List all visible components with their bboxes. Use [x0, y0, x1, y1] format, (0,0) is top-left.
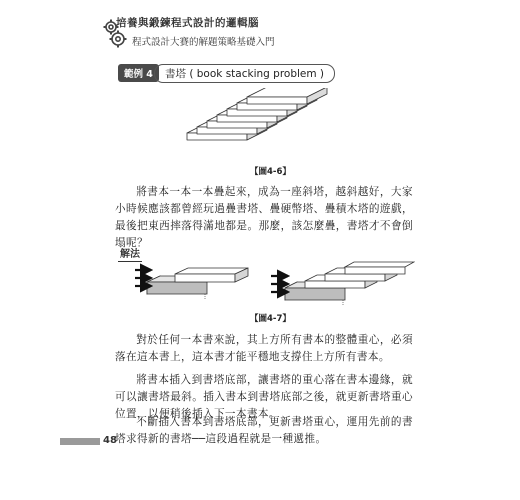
figure-caption: 【圖4-7】	[250, 314, 291, 324]
figure-caption: 【圖4-6】	[250, 167, 291, 177]
page-number: 48	[103, 435, 117, 446]
example-title: 書塔 ( book stacking problem )	[154, 64, 335, 83]
right-diagram	[271, 262, 414, 305]
solution-text: 不斷插入書本到書塔底部，更新書塔重心，運用先前的書塔求得新的書塔──這段過程就是一種遞推。	[115, 416, 413, 445]
example-badge: 範例 4	[118, 64, 159, 82]
intro-paragraph	[115, 184, 413, 252]
book-title: 培養與鍛鍊程式設計的邏輯腦	[116, 17, 259, 29]
book-header	[100, 14, 430, 54]
solution-label: 解法	[118, 244, 142, 262]
book-stack-figure	[180, 88, 340, 163]
solution-paragraph	[115, 414, 413, 448]
solution-text: 將書本插入到書塔底部，讓書塔的重心落在書本邊緣，就可以讓書塔最斜。插入書本到書塔底部之後，就更新書塔重心位置，以便稍後插入下一本書本。	[115, 374, 413, 420]
solution-paragraph	[115, 332, 413, 366]
footer-bar	[60, 438, 100, 445]
book-subtitle: 程式設計大賽的解題策略基礎入門	[132, 37, 275, 48]
left-diagram	[135, 268, 248, 300]
insertion-figure	[135, 258, 415, 306]
solution-text: 對於任何一本書來說，其上方所有書本的整體重心，必須落在這本書上，這本書才能平穩地支撐住上方所有書本。	[115, 334, 413, 363]
intro-text: 將書本一本一本疊起來，成為一座斜塔，越斜越好，大家小時候應該都曾經玩過疊書塔、疊硬幣塔、疊積木塔的遊戲，最後把東西摔落得滿地都是。那麼，該怎麼疊，書塔才不會倒塌呢？	[115, 186, 413, 249]
